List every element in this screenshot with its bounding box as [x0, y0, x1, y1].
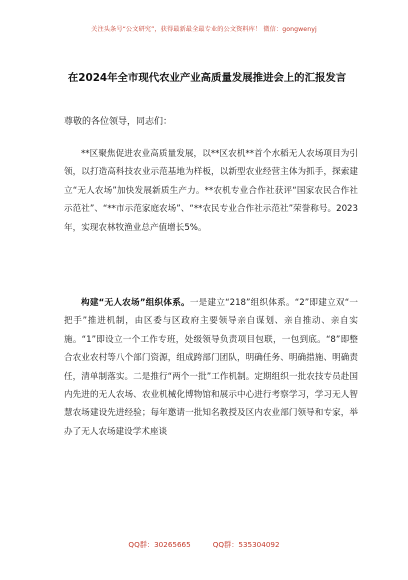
paragraph-2-body: 一是建立“218”组织体系。“2”即建立双“一把手”推进机制，由区委与区政府主要领导亲自谋划、亲自推动、亲自实施。“1”即设立一个工作专班，处级领导负责项目包联，一包到底。“8”即整合农业农村等八个部门资源，组成跨部门团队，明确任务、明确措施、明确责任，清单制落实。二是推行“两个一批”工作机制。定期组织一批农技专员赴国内先进的无人农场、农业机械化博物馆和展示中心进行考察学习，学习无人智慧农场建设先进经验；每年邀请一批知名教授及区内农业部门领导和专家，举办了无人农场建设学术座谈 — [64, 298, 358, 437]
footer — [0, 540, 408, 550]
salutation: 尊敬的各位领导，同志们： — [64, 117, 173, 127]
footer-qq-group-1: QQ群：30265665 — [128, 540, 191, 549]
document-title: 在2024年全市现代农业产业高质量发展推进会上的汇报发言 — [67, 72, 347, 84]
header-banner-text: 关注头条号“公文研究”，获得最新最全最专业的公文资料库！ 微信： — [91, 26, 283, 33]
header-banner — [0, 24, 408, 33]
paragraph-2-lead: 构建“无人农场”组织体系。 — [81, 298, 190, 308]
wechat-handle: gongwenyj — [282, 26, 317, 33]
body-paragraph-2 — [64, 294, 358, 441]
footer-qq-group-2: QQ群：535304092 — [212, 540, 280, 549]
body-paragraph-1: **区聚焦促进农业高质量发展，以**区农机**首个水稻无人农场项目为引领，以打造高科技农业示范基地为样板，以新型农业经营主体为抓手，探索建立“无人农场”加快发展新质生产力。**农机专业合作社获评“国家农民合作社示范社”、“**市示范家庭农场”、“**农民专业合作社示范社”荣誉称号。2023年，实现农林牧渔业总产值增长5%。 — [64, 149, 358, 233]
